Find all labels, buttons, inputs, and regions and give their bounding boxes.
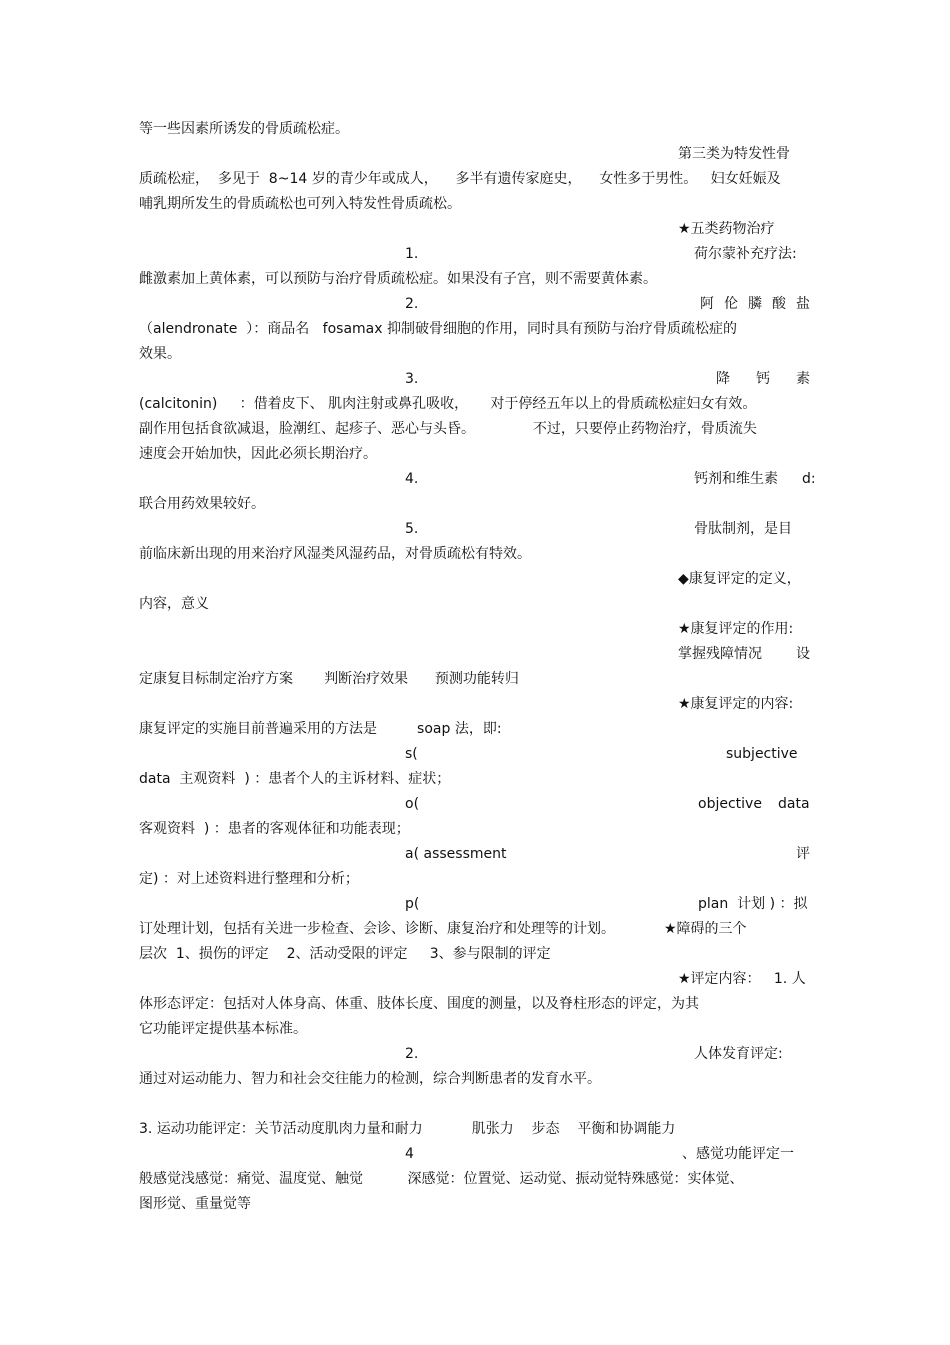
heading-char: 阿 xyxy=(700,296,714,312)
item-number: 5. xyxy=(405,521,419,537)
section-heading: ★评定内容： 1. 人 xyxy=(678,971,806,987)
section-heading: ★五类药物治疗 xyxy=(678,221,775,237)
heading-char: 酸 xyxy=(772,296,786,312)
item-heading: 、感觉功能评定一 xyxy=(682,1146,794,1162)
text-line: 定) ：对上述资料进行整理和分析； xyxy=(139,871,359,887)
text-line: 效果。 xyxy=(139,346,181,362)
section-heading: ★康复评定的内容: xyxy=(678,696,794,712)
item-number: 3. xyxy=(405,371,419,387)
text-line: 内容，意义 xyxy=(139,596,209,612)
item-heading-suffix: d: xyxy=(802,471,816,487)
text-line: 雌激素加上黄体素，可以预防与治疗骨质疏松症。如果没有子宫，则不需要黄体素。 xyxy=(139,271,657,287)
text-line: 3. 运动功能评定：关节活动度肌肉力量和耐力 肌张力 步态 平衡和协调能力 xyxy=(139,1121,676,1137)
item-number: 4 xyxy=(405,1146,414,1162)
soap-term: data xyxy=(778,796,810,812)
text-line: 等一些因素所诱发的骨质疏松症。 xyxy=(139,121,349,137)
soap-term: subjective xyxy=(726,746,798,762)
item-number: 2. xyxy=(405,1046,419,1062)
text-line: 客观资料 ) ：患者的客观体征和功能表现； xyxy=(139,821,410,837)
soap-term: objective xyxy=(698,796,762,812)
heading-char: 素 xyxy=(796,371,810,387)
text-line: 它功能评定提供基本标准。 xyxy=(139,1021,307,1037)
item-heading: 骨肽制剂，是目 xyxy=(694,521,792,537)
heading-char: 伦 xyxy=(724,296,738,312)
text-line: 联合用药效果较好。 xyxy=(139,496,265,512)
text-line: 图形觉、重量觉等 xyxy=(139,1196,251,1212)
text-line: 前临床新出现的用来治疗风湿类风湿药品，对骨质疏松有特效。 xyxy=(139,546,531,562)
text-line: 哺乳期所发生的骨质疏松也可列入特发性骨质疏松。 xyxy=(139,196,461,212)
item-heading xyxy=(716,371,810,387)
text-line: 般感觉浅感觉：痛觉、温度觉、触觉 深感觉：位置觉、运动觉、振动觉特殊感觉：实体觉、 xyxy=(139,1171,744,1187)
soap-label: p( xyxy=(405,896,420,912)
item-heading: 钙剂和维生素 xyxy=(694,471,778,487)
item-number: 4. xyxy=(405,471,419,487)
text-line: (calcitonin) ：借着皮下、 肌肉注射或鼻孔吸收， 对于停经五年以上的骨质疏松症妇女有效。 xyxy=(139,396,757,412)
text-line: 通过对运动能力、智力和社会交往能力的检测，综合判断患者的发育水平。 xyxy=(139,1071,601,1087)
text-line: 定康复目标制定治疗方案 判断治疗效果 预测功能转归 xyxy=(139,671,519,687)
soap-term: 评 xyxy=(796,846,810,862)
text-line: 层次 1、损伤的评定 2、活动受限的评定 3、参与限制的评定 xyxy=(139,946,551,962)
text-line: 第三类为特发性骨 xyxy=(678,146,790,162)
text-line: 掌握残障情况 xyxy=(678,646,762,662)
text-line: 订处理计划，包括有关进一步检查、会诊、诊断、康复治疗和处理等的计划。 ★障碍的三个 xyxy=(139,921,747,937)
item-number: 1. xyxy=(405,246,419,262)
item-number: 2. xyxy=(405,296,419,312)
item-heading xyxy=(700,296,810,312)
heading-char: 降 xyxy=(716,371,730,387)
item-heading: 人体发育评定: xyxy=(694,1046,783,1062)
text-line: 副作用包括食欲减退，脸潮红、起疹子、恶心与头昏。 不过，只要停止药物治疗，骨质流失 xyxy=(139,421,757,437)
text-line: 设 xyxy=(796,646,810,662)
text-line: 体形态评定：包括对人体身高、体重、肢体长度、围度的测量，以及脊柱形态的评定，为其 xyxy=(139,996,699,1012)
text-line: （alendronate ）：商品名 fosamax 抑制破骨细胞的作用，同时具有预防与治疗骨质疏松症的 xyxy=(139,321,737,337)
text-line: 质疏松症， 多见于 8~14 岁的青少年或成人， 多半有遗传家庭史， 女性多于男性。 妇女妊娠及 xyxy=(139,171,781,187)
item-heading: 荷尔蒙补充疗法: xyxy=(694,246,797,262)
soap-label: a( assessment xyxy=(405,846,507,862)
section-heading: ★康复评定的作用: xyxy=(678,621,794,637)
text-line: data 主观资料 ) ：患者个人的主诉材料、症状； xyxy=(139,771,451,787)
heading-char: 钙 xyxy=(756,371,770,387)
text-line: 速度会开始加快，因此必须长期治疗。 xyxy=(139,446,377,462)
heading-char: 膦 xyxy=(748,296,762,312)
section-heading: ◆康复评定的定义， xyxy=(678,571,801,587)
soap-term: plan 计划 ) ：拟 xyxy=(698,896,808,912)
soap-label: s( xyxy=(405,746,418,762)
heading-char: 盐 xyxy=(796,296,810,312)
text-line: 康复评定的实施目前普遍采用的方法是 soap 法，即: xyxy=(139,721,502,737)
soap-label: o( xyxy=(405,796,420,812)
